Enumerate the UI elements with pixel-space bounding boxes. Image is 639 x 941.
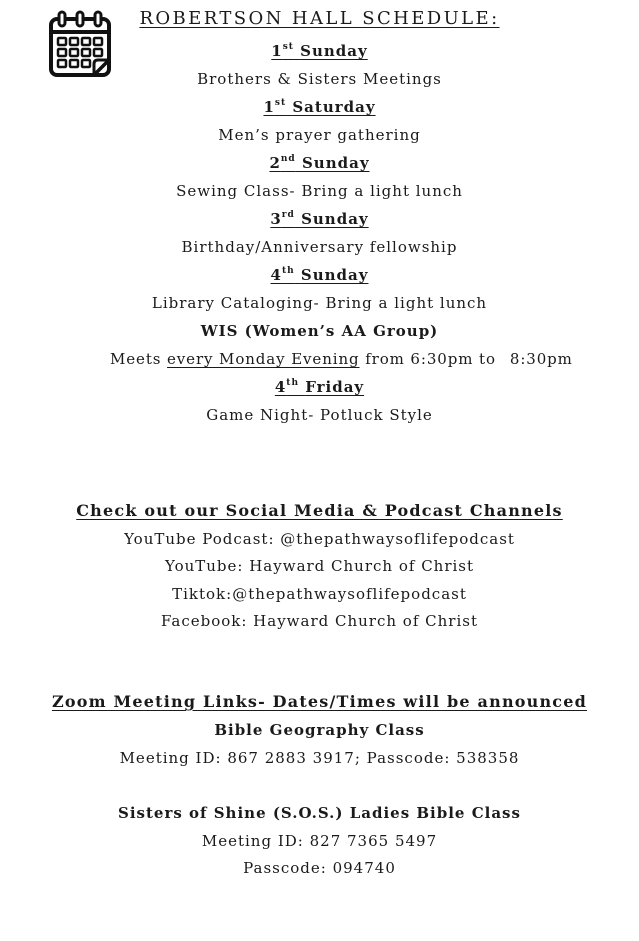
schedule-activity: Game Night- Potluck Style (206, 406, 433, 424)
schedule-activity: Men’s prayer gathering (218, 126, 421, 144)
zoom-class-title: Bible Geography Class (214, 721, 425, 739)
schedule-day: 1st Saturday (263, 98, 376, 116)
schedule-activity: Birthday/Anniversary fellowship (181, 238, 458, 256)
schedule-day: 4th Sunday (270, 266, 369, 284)
zoom-class-title: Sisters of Shine (S.O.S.) Ladies Bible Class (118, 804, 521, 822)
zoom-passcode: Passcode: 094740 (243, 859, 396, 877)
wis-meets: Meets every Monday Evening from 6:30pm to 8:30pm (110, 350, 573, 368)
schedule-activity: Sewing Class- Bring a light lunch (176, 182, 463, 200)
page-title: ROBERTSON HALL SCHEDULE: (139, 8, 500, 29)
schedule-day: 3rd Sunday (270, 210, 369, 228)
schedule-day: 4th Friday (274, 378, 365, 396)
social-item: Facebook: Hayward Church of Christ (161, 612, 478, 630)
schedule-day: 2nd Sunday (269, 154, 370, 172)
social-item: Tiktok:@thepathwaysoflifepodcast (172, 585, 467, 603)
schedule-activity: Library Cataloging- Bring a light lunch (151, 294, 488, 312)
zoom-meeting-info: Meeting ID: 827 7365 5497 (201, 832, 438, 850)
zoom-heading: Zoom Meeting Links- Dates/Times will be announced (51, 692, 588, 711)
zoom-meeting-info: Meeting ID: 867 2883 3917; Passcode: 538358 (119, 749, 520, 767)
social-item: YouTube Podcast: @thepathwaysoflifepodcast (124, 530, 515, 548)
schedule-activity: Brothers & Sisters Meetings (197, 70, 442, 88)
social-item: YouTube: Hayward Church of Christ (164, 557, 475, 575)
wis-meets-day: every Monday Evening (167, 350, 360, 368)
schedule-day: 1st Sunday (271, 42, 368, 60)
wis-heading: WIS (Women’s AA Group) (200, 322, 439, 340)
social-heading: Check out our Social Media & Podcast Channels (76, 501, 563, 520)
